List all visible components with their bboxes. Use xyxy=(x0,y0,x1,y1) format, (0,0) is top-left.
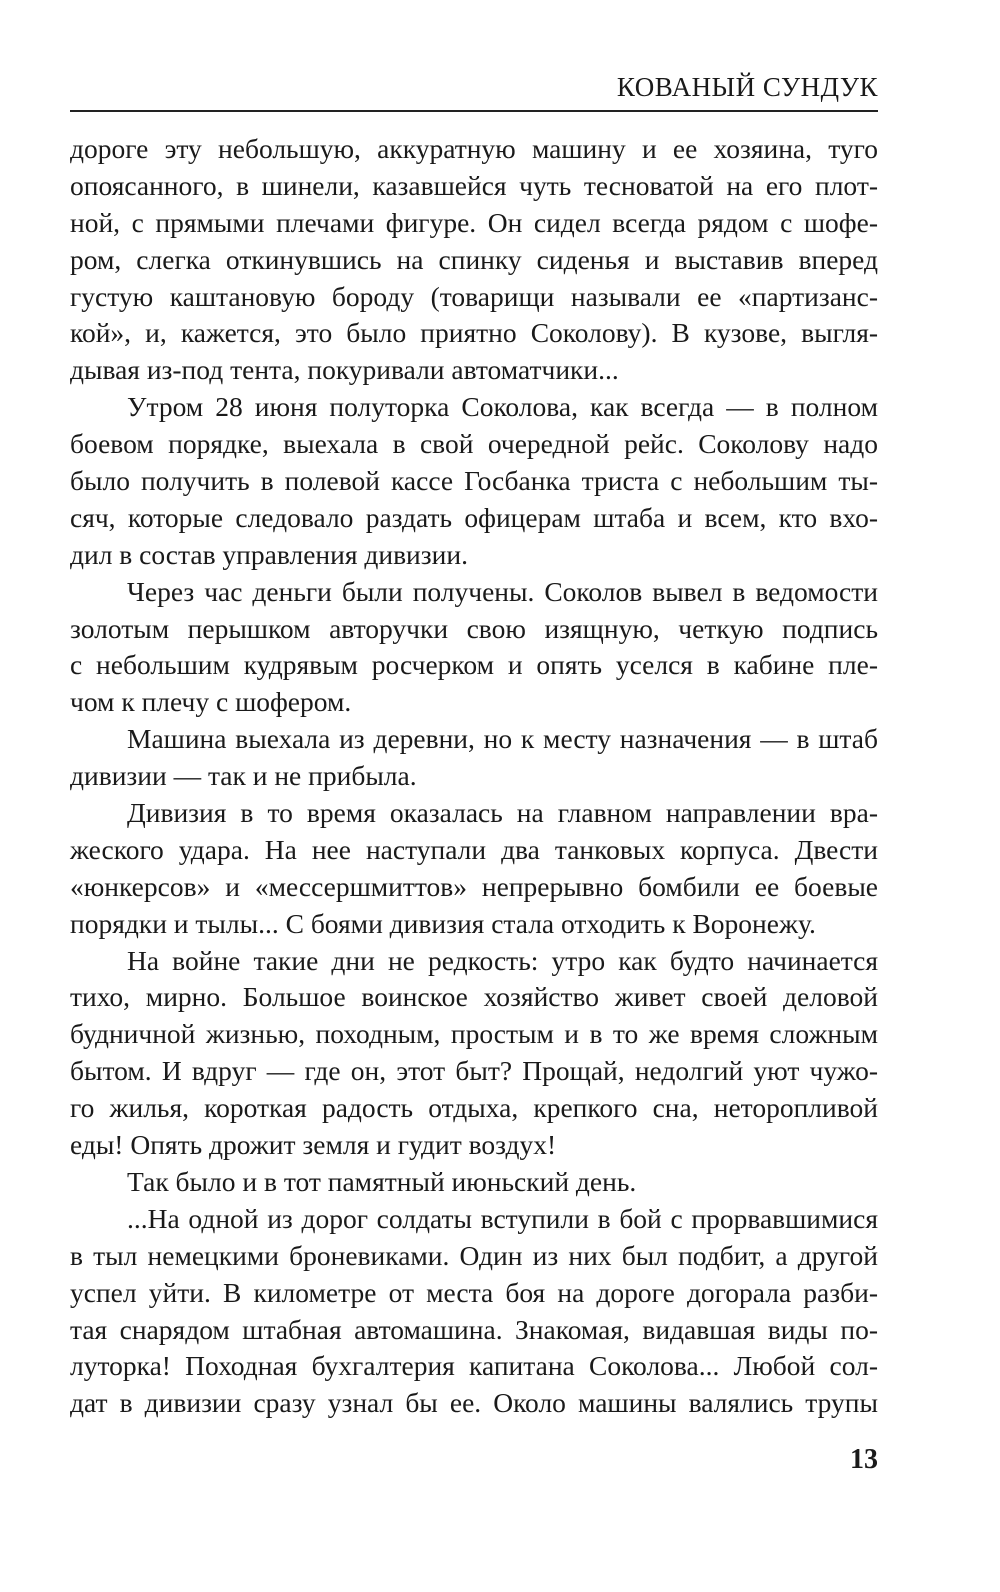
text-line: жеского удара. На нее наступали два танковых корпуса. Двести xyxy=(70,833,878,865)
text-line: дороге эту небольшую, аккуратную машину и ее хозяина, туго xyxy=(70,133,878,164)
text-line: Через час деньги были получены. Соколов вывел в ведомости xyxy=(127,575,878,607)
text-line: Дивизия в то время оказалась на главном направлении вра- xyxy=(127,797,878,829)
paragraph xyxy=(70,389,878,573)
text-line: дивизии — так и не прибыла. xyxy=(70,760,417,792)
text-line: Машина выехала из деревни, но к месту назначения — в штаб xyxy=(127,723,878,755)
paragraph xyxy=(70,1164,878,1201)
text-line: будничной жизнью, походным, простым и в то же время сложным xyxy=(70,1018,878,1050)
text-line: Так было и в тот памятный июньский день. xyxy=(127,1165,637,1197)
text-line: чом к плечу с шофером. xyxy=(70,686,352,718)
text-line: золотым перышком авторучки свою изящную, четкую подпись xyxy=(70,612,878,644)
running-head-rule xyxy=(70,110,878,112)
paragraph xyxy=(70,795,878,943)
text-line: ром, слегка откинувшись на спинку сиденья и выставив вперед xyxy=(70,243,878,275)
text-line: го жилья, короткая радость отдыха, крепкого сна, неторопливой xyxy=(70,1092,878,1124)
text-line: в тыл немецкими броневиками. Один из них был подбит, а другой xyxy=(70,1239,878,1271)
text-line: еды! Опять дрожит земля и гудит воздух! xyxy=(70,1129,557,1161)
text-line: успел уйти. В километре от места боя на дороге догорала разби- xyxy=(70,1276,878,1308)
text-line: тая снарядом штабная автомашина. Знакомая, видавшая виды по- xyxy=(70,1313,878,1345)
text-line: Утром 28 июня полуторка Соколова, как всегда — в полном xyxy=(127,391,878,423)
text-line: сяч, которые следовало раздать офицерам штаба и всем, кто вхо- xyxy=(70,501,878,533)
text-line: ной, с прямыми плечами фигуре. Он сидел всегда рядом с шофе- xyxy=(70,206,878,238)
text-line: дат в дивизии сразу узнал бы ее. Около машины валялись трупы xyxy=(70,1387,878,1419)
text-line: «юнкерсов» и «мессершмиттов» непрерывно бомбили ее боевые xyxy=(70,870,878,902)
running-head: КОВАНЫЙ СУНДУК xyxy=(616,72,878,102)
body-text xyxy=(70,131,878,1422)
text-line: густую каштановую бороду (товарищи называли ее «партизанс- xyxy=(70,280,878,312)
text-line: дил в состав управления дивизии. xyxy=(70,538,468,570)
text-line: бытом. И вдруг — где он, этот быт? Прощай, недолгий уют чужо- xyxy=(70,1055,878,1087)
text-line: дывая из-под тента, покуривали автоматчики... xyxy=(70,354,619,386)
text-line: кой», и, кажется, это было приятно Соколову). В кузове, выгля- xyxy=(70,317,878,349)
text-line: с небольшим кудрявым росчерком и опять уселся в кабине пле- xyxy=(70,649,878,681)
page-number: 13 xyxy=(850,1444,878,1475)
paragraph xyxy=(70,1201,878,1422)
text-line: тихо, мирно. Большое воинское хозяйство живет своей деловой xyxy=(70,981,878,1013)
text-line: было получить в полевой кассе Госбанка триста с небольшим ты- xyxy=(70,465,878,497)
text-line: На войне такие дни не редкость: утро как будто начинается xyxy=(127,944,878,976)
text-line: луторка! Походная бухгалтерия капитана Соколова... Любой сол- xyxy=(70,1350,878,1382)
paragraph xyxy=(70,721,878,795)
text-line: опоясанного, в шинели, казавшейся чуть тесноватой на его плот- xyxy=(70,169,878,201)
text-line: боевом порядке, выехала в свой очередной рейс. Соколову надо xyxy=(70,428,878,460)
text-line: ...На одной из дорог солдаты вступили в бой с прорвавшимися xyxy=(127,1202,878,1234)
paragraph xyxy=(70,943,878,1164)
paragraph xyxy=(70,131,878,389)
text-line: порядки и тылы... С боями дивизия стала отходить к Воронежу. xyxy=(70,907,816,939)
paragraph xyxy=(70,574,878,722)
